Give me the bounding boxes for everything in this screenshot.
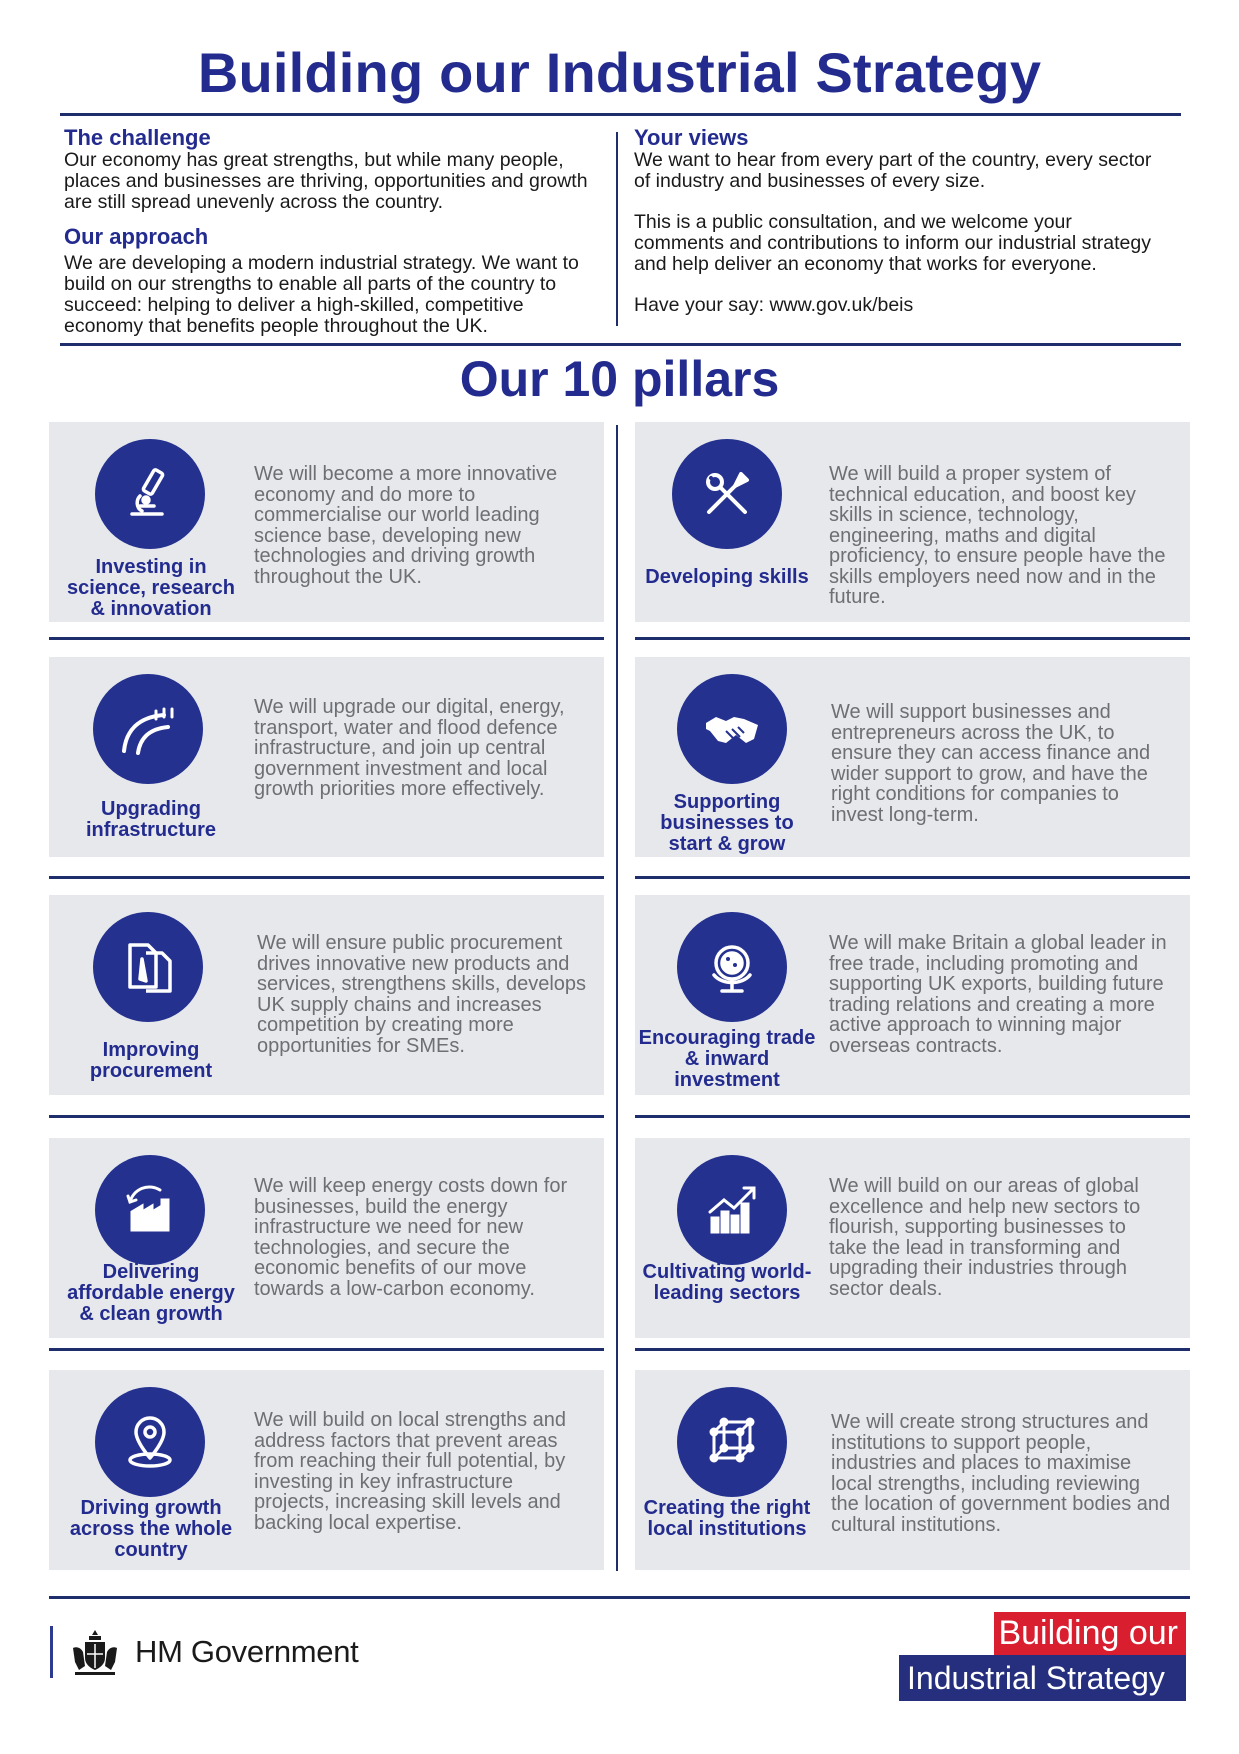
pillar-separator — [49, 1348, 604, 1351]
industrial-strategy-badge — [899, 1612, 1186, 1701]
views-text-1: We want to hear from every part of the country, every sector of industry and businesses of every size. — [634, 149, 1152, 192]
approach-heading: Our approach — [64, 224, 209, 249]
pillar-separator — [635, 637, 1190, 640]
pillar-separator — [635, 876, 1190, 879]
badge-line-1: Building our — [994, 1612, 1186, 1655]
hm-government-logo — [50, 1626, 359, 1678]
factory-icon — [95, 1155, 205, 1265]
cube-network-icon — [677, 1387, 787, 1497]
pillar-text: We will ensure public procurement drives innovative new products and services, strengthens skills, develops UK supply chains and increases competition by creating more opportunities for SMEs. — [257, 932, 587, 1057]
pillar-text: We will create strong structures and institutions to support people, industries and places to maximise local strengths, including reviewing the location of government bodies and cultural institutions. — [831, 1411, 1171, 1536]
pillar-text: We will build on our areas of global excellence and help new sectors to flourish, supporting businesses to take the lead in transforming and upgrading their industries through sector deals. — [829, 1175, 1141, 1300]
pillar-label: Supporting businesses to start & grow — [660, 791, 794, 855]
pillars-heading: Our 10 pillars — [459, 351, 780, 407]
pillar-card-trade — [635, 895, 1190, 1095]
pillar-label: Encouraging trade & inward investment — [638, 1027, 816, 1091]
documents-icon — [93, 912, 203, 1022]
hm-government-text: HM Government — [135, 1634, 359, 1669]
intro-left-column — [64, 126, 604, 337]
pillar-card-procurement — [49, 895, 604, 1095]
intro-bottom-divider — [60, 343, 1181, 346]
pillar-separator — [49, 637, 604, 640]
approach-text: We are developing a modern industrial strategy. We want to build on our strengths to enable all parts of the country to succeed: helping to deliver a high-skilled, competitive economy that benefits people throughout the UK. — [64, 252, 579, 337]
pillar-label: Delivering affordable energy & clean growth — [67, 1261, 235, 1325]
pillar-label: Creating the right local institutions — [643, 1497, 811, 1540]
pillar-text: We will build a proper system of technical education, and boost key skills in science, technology, engineering, maths and digital proficiency, to ensure people have the skills employers need now and in the future. — [829, 463, 1166, 608]
challenge-text: Our economy has great strengths, but while many people, places and businesses are thriving, opportunities and growth are still spread unevenly across the country. — [64, 149, 588, 213]
pillar-label: Upgrading infrastructure — [85, 798, 217, 841]
growth-chart-icon — [677, 1155, 787, 1265]
page-title: Building our Industrial Strategy — [197, 41, 1042, 104]
pillar-card-infrastructure — [49, 657, 604, 857]
pillar-text: We will support businesses and entrepreneurs across the UK, to ensure they can access finance and wider support to grow, and have the right conditions for companies to invest long-term. — [831, 701, 1151, 826]
intro-divider — [616, 132, 618, 326]
pillar-label: Cultivating world-leading sectors — [642, 1261, 812, 1304]
pillar-label: Developing skills — [645, 566, 809, 588]
microscope-icon — [95, 439, 205, 549]
pillar-card-businesses — [635, 657, 1190, 857]
pillar-text: We will upgrade our digital, energy, transport, water and flood defence infrastructure, and join up central government investment and local growth priorities more effectively. — [254, 696, 565, 800]
pillar-card-growth — [49, 1370, 604, 1570]
tools-icon — [672, 439, 782, 549]
intro-right-column — [634, 126, 1154, 316]
pillar-text: We will build on local strengths and address factors that prevent areas from reaching their full potential, by investing in key infrastructure projects, increasing skill levels and backing local expertise. — [254, 1409, 567, 1534]
footer-divider — [49, 1596, 1190, 1599]
handshake-icon — [677, 674, 787, 784]
pillar-label: Investing in science, research & innovation — [67, 556, 235, 620]
pillar-text: We will make Britain a global leader in free trade, including promoting and supporting UK exports, building future trading relations and creating a more active approach to winning major overseas contracts. — [829, 932, 1167, 1057]
pillar-separator — [635, 1348, 1190, 1351]
logo-bar — [50, 1626, 53, 1678]
pillar-label: Driving growth across the whole country — [69, 1497, 233, 1561]
location-pin-icon — [95, 1387, 205, 1497]
globe-icon — [677, 912, 787, 1022]
pillars-center-divider — [616, 425, 618, 1571]
pillar-label: Improving procurement — [89, 1039, 213, 1082]
views-heading: Your views — [634, 125, 749, 150]
pillar-card-energy — [49, 1138, 604, 1338]
views-text-2: This is a public consultation, and we welcome your comments and contributions to inform our industrial strategy and help deliver an economy that works for everyone. — [634, 211, 1151, 275]
challenge-heading: The challenge — [64, 125, 211, 150]
badge-line-2: Industrial Strategy — [899, 1655, 1186, 1701]
views-text-3: Have your say: www.gov.uk/beis — [634, 294, 914, 316]
pillar-text: We will keep energy costs down for businesses, build the energy infrastructure we need for new technologies, and secure the economic benefits of our move towards a low-carbon economy. — [254, 1175, 568, 1300]
title-divider — [60, 113, 1181, 116]
pillar-card-institutions — [635, 1370, 1190, 1570]
road-icon — [93, 674, 203, 784]
pillar-separator — [635, 1115, 1190, 1118]
pillar-card-science — [49, 422, 604, 622]
pillar-card-skills — [635, 422, 1190, 622]
pillar-separator — [49, 1115, 604, 1118]
pillar-card-sectors — [635, 1138, 1190, 1338]
pillar-text: We will become a more innovative economy and do more to commercialise our world leading science base, developing new technologies and driving growth throughout the UK. — [254, 463, 558, 588]
pillar-separator — [49, 876, 604, 879]
royal-crest-icon — [67, 1626, 123, 1678]
